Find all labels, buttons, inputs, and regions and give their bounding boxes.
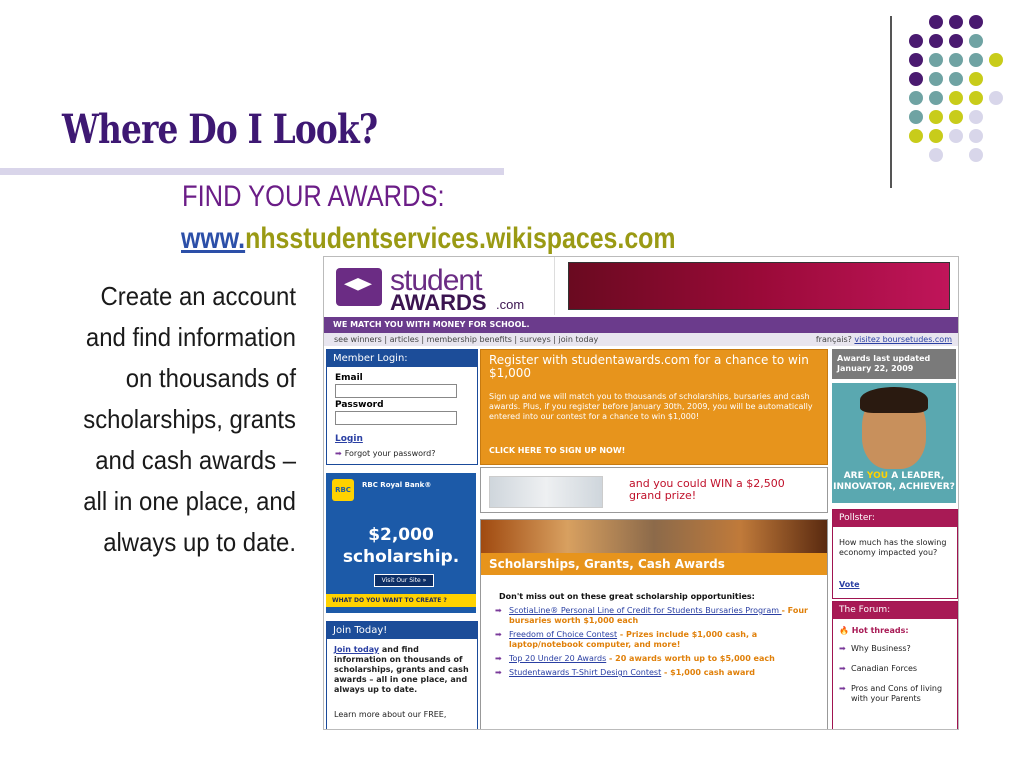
- decorative-dot: [969, 110, 983, 124]
- scholarship-list: [495, 606, 821, 682]
- thread-link[interactable]: Canadian Forces: [851, 664, 918, 673]
- language-question: français?: [815, 335, 852, 344]
- student-hair: [860, 387, 928, 413]
- password-field[interactable]: [335, 411, 457, 425]
- language-switch[interactable]: [816, 333, 952, 346]
- join-title: Join Today!: [333, 625, 388, 636]
- list-item[interactable]: [839, 684, 955, 704]
- scotia-card-image: [489, 476, 603, 508]
- decorative-dot: [949, 110, 963, 124]
- decorative-dot: [929, 72, 943, 86]
- scholarships-panel: [480, 519, 828, 730]
- url-domain[interactable]: nhsstudentservices.wikispaces.com: [245, 222, 676, 255]
- hot-threads-text: Hot threads:: [851, 626, 909, 635]
- forgot-password-text[interactable]: Forgot your password?: [344, 449, 436, 458]
- decorative-dot: [929, 34, 943, 48]
- decorative-dot: [969, 72, 983, 86]
- member-login-panel: [326, 349, 478, 465]
- email-label: Email: [335, 373, 363, 383]
- vote-link[interactable]: Vote: [839, 580, 860, 589]
- decorative-dot: [949, 15, 963, 29]
- register-title: Register with studentawards.com for a chance to win $1,000: [489, 353, 809, 380]
- cap-shape: [344, 278, 372, 296]
- header-divider: [554, 257, 555, 315]
- rbc-slogan: WHAT DO YOU WANT TO CREATE ?: [332, 597, 447, 604]
- thread-link[interactable]: Pros and Cons of living with your Parents: [851, 684, 943, 703]
- scotia-contest-ad[interactable]: [480, 467, 828, 513]
- join-header: [327, 622, 477, 639]
- decorative-dot: [949, 34, 963, 48]
- updated-label: Awards last updated: [837, 354, 931, 363]
- rbc-scholarship-word: scholarship.: [342, 547, 460, 567]
- rbc-amount: $2,000: [368, 525, 434, 545]
- leader-you: YOU: [866, 471, 889, 481]
- poll-question: How much has the slowing economy impacted you?: [839, 538, 947, 557]
- join-text: and find information on thousands of scholarships, grants and cash awards – all in one place, and always up to date.: [334, 645, 469, 694]
- rbc-bank-name: RBC Royal Bank®: [362, 481, 432, 489]
- subnav-links[interactable]: see winners | articles | membership benefits | surveys | join today: [334, 335, 599, 344]
- updated-date: January 22, 2009: [837, 364, 914, 373]
- sign-up-link[interactable]: CLICK HERE TO SIGN UP NOW!: [489, 446, 626, 455]
- decorative-dot: [909, 53, 923, 67]
- decorative-dot: [989, 53, 1003, 67]
- arrow-right-icon: ➡: [335, 449, 342, 458]
- decorative-dot: [949, 91, 963, 105]
- studentawards-screenshot: [323, 256, 959, 730]
- sub-navigation: [324, 333, 958, 346]
- decorative-dot: [969, 91, 983, 105]
- awards-url[interactable]: [181, 222, 676, 256]
- find-awards-heading: FIND YOUR AWARDS:: [182, 180, 445, 213]
- scholarship-detail: - Prizes include $1,000 cash, a laptop/notebook computer, and more!: [509, 630, 758, 649]
- scholarships-intro: Don't miss out on these great scholarship opportunities:: [499, 592, 755, 601]
- scholarship-detail: - 20 awards worth up to $5,000 each: [606, 654, 775, 663]
- forum-panel: [832, 601, 958, 730]
- logo-word-student: student: [390, 264, 482, 297]
- leader-ad[interactable]: [832, 383, 956, 503]
- rbc-visit-button[interactable]: Visit Our Site »: [374, 574, 434, 587]
- decorative-dot: [909, 110, 923, 124]
- arrow-right-icon: ➡: [839, 644, 846, 653]
- forum-title: The Forum:: [839, 605, 891, 615]
- list-item[interactable]: [839, 664, 955, 674]
- register-promo[interactable]: [480, 349, 828, 465]
- scholarship-detail: - $1,000 cash award: [661, 668, 756, 677]
- forum-header: [833, 602, 957, 619]
- logo-word-awards: AWARDS: [390, 290, 487, 315]
- list-item: [495, 630, 821, 650]
- scholarships-title: Scholarships, Grants, Cash Awards: [489, 557, 725, 571]
- pollster-title: Pollster:: [839, 513, 875, 523]
- decorative-dot: [909, 34, 923, 48]
- rbc-logo: RBC: [332, 479, 354, 501]
- french-site-link[interactable]: visitez boursetudes.com: [854, 335, 952, 344]
- decorative-dot: [969, 129, 983, 143]
- decorative-dot: [969, 53, 983, 67]
- logo-word-com: .com: [496, 297, 525, 312]
- decorative-dot: [949, 53, 963, 67]
- decorative-dot: [929, 110, 943, 124]
- scholarship-link[interactable]: Top 20 Under 20 Awards: [509, 654, 607, 663]
- decorative-dot: [969, 148, 983, 162]
- pollster-panel: [832, 509, 958, 599]
- learn-more-text: Learn more about our FREE,: [334, 710, 447, 719]
- list-item[interactable]: [839, 644, 955, 654]
- password-label: Password: [335, 400, 384, 410]
- scholarship-link[interactable]: Studentawards T-Shirt Design Contest: [509, 668, 662, 677]
- register-body: Sign up and we will match you to thousands of scholarships, bursaries and cash awards. Plus, if you register before January 30th, 2009, you will be automatically entered into our contest for a chance to win $1,000!: [489, 392, 813, 421]
- decorative-dot-grid: [908, 14, 1008, 166]
- decorative-dot: [909, 72, 923, 86]
- email-field[interactable]: [335, 384, 457, 398]
- join-description: [334, 645, 474, 695]
- scotia-ad-text: and you could WIN a $2,500 grand prize!: [629, 477, 785, 502]
- forgot-password-link[interactable]: [335, 449, 435, 458]
- horizontal-divider: [0, 168, 504, 175]
- vertical-divider: [890, 16, 892, 188]
- rbc-scholarship-ad[interactable]: [326, 473, 476, 613]
- join-today-panel: [326, 621, 478, 730]
- arrow-right-icon: ➡: [839, 664, 846, 673]
- decorative-dot: [929, 91, 943, 105]
- library-photo: [481, 520, 827, 553]
- arrow-right-icon: ➡: [495, 668, 502, 677]
- decorative-dot: [929, 53, 943, 67]
- url-prefix[interactable]: www.: [181, 222, 246, 255]
- awards-updated-box: [832, 349, 956, 379]
- list-item: [495, 606, 821, 626]
- arrow-right-icon: ➡: [495, 654, 502, 663]
- decorative-dot: [929, 15, 943, 29]
- decorative-dot: [929, 148, 943, 162]
- fire-icon: 🔥: [839, 626, 849, 635]
- leader-post: A LEADER, INNOVATOR, ACHIEVER?: [833, 471, 955, 492]
- scholarship-detail: - Four bursaries worth $1,000 each: [509, 606, 808, 625]
- list-item: [495, 654, 821, 664]
- arrow-right-icon: ➡: [495, 630, 502, 639]
- graduation-cap-icon: [336, 268, 382, 306]
- arrow-right-icon: ➡: [495, 606, 502, 615]
- decorative-dot: [989, 91, 1003, 105]
- scholarships-header: [481, 553, 827, 575]
- scholarship-link[interactable]: ScotiaLine® Personal Line of Credit for Students Bursaries Program: [509, 606, 782, 615]
- forum-thread-list: [839, 644, 955, 714]
- thread-link[interactable]: Why Business?: [851, 644, 911, 653]
- login-header: [327, 350, 477, 367]
- leader-slogan: [832, 471, 956, 493]
- slide-description: Create an account and find information on thousands of scholarships, grants and cash awards – all in one place, and always up to date.: [83, 281, 296, 557]
- slide-title: Where Do I Look?: [62, 106, 378, 153]
- decorative-dot: [909, 129, 923, 143]
- header-banner-ad[interactable]: [568, 262, 950, 310]
- decorative-dot: [969, 15, 983, 29]
- hot-threads-label: [839, 626, 909, 635]
- list-item: [495, 668, 821, 678]
- studentawards-logo[interactable]: [332, 262, 556, 314]
- tagline-bar: [324, 317, 958, 333]
- decorative-dot: [929, 129, 943, 143]
- leader-pre: ARE: [843, 471, 867, 481]
- rbc-slogan-bar: [326, 594, 476, 607]
- decorative-dot: [969, 34, 983, 48]
- join-today-link[interactable]: Join today: [334, 645, 380, 654]
- pollster-header: [833, 510, 957, 527]
- arrow-right-icon: ➡: [839, 684, 846, 693]
- login-title: Member Login:: [333, 353, 408, 364]
- decorative-dot: [949, 72, 963, 86]
- decorative-dot: [909, 91, 923, 105]
- tagline: WE MATCH YOU WITH MONEY FOR SCHOOL.: [333, 320, 530, 329]
- scholarship-link[interactable]: Freedom of Choice Contest: [509, 630, 618, 639]
- login-link[interactable]: Login: [335, 434, 363, 444]
- decorative-dot: [949, 129, 963, 143]
